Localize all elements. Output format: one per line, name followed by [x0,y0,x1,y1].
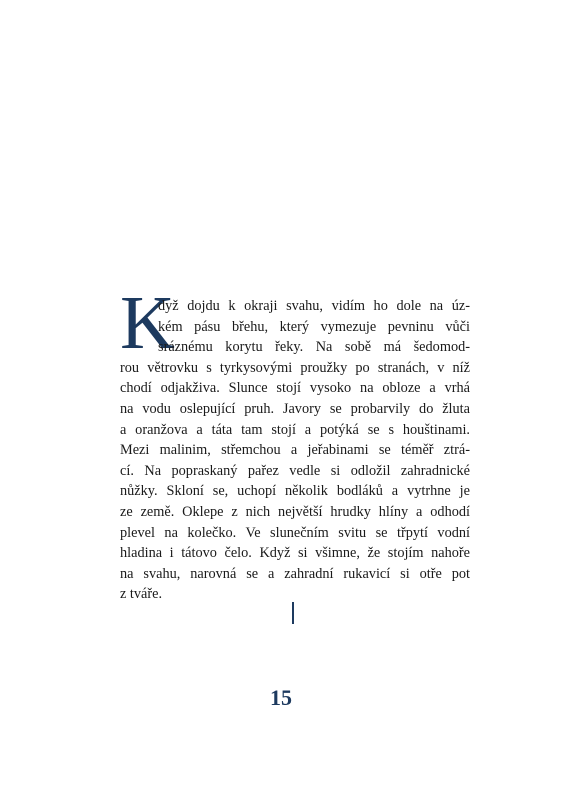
page-number: 15 [270,685,292,710]
section-divider [292,602,294,624]
paragraph-line: a oranžova a táta tam stojí a potýká se s houštinami. [120,421,470,438]
paragraph-line: plevel na kolečko. Ve slunečním svitu se třpytí vodní [120,524,470,541]
paragraph-line: na svahu, narovná se a zahradní rukavicí si otře pot [120,565,470,582]
paragraph-line: cí. Na popraskaný pařez vedle si odložil zahradnické [120,462,470,479]
paragraph-line: dyž dojdu k okraji svahu, vidím ho dole na úz- [158,298,470,314]
paragraph-line: na vodu oslepující pruh. Javory se probarvily do žluta [120,400,470,417]
paragraph-line: rou větrovku s tyrkysovými proužky po stranách, v níž [120,359,470,376]
paragraph-line: ze země. Oklepe z nich největší hrudky hlíny a odhodí [120,503,470,520]
paragraph-line: Mezi malinim, střemchou a jeřabinami se téměř ztrá- [120,442,470,459]
paragraph-line: sráznému korytu řeky. Na sobě má šedomod- [158,339,470,356]
paragraph-line: kém pásu břehu, který vymezuje pevninu vůči [158,318,470,335]
body-paragraph [120,296,470,605]
paragraph-line: chodí odjakživa. Slunce stojí vysoko na obloze a vrhá [120,380,470,397]
paragraph-line: nůžky. Skloní se, uchopí několik bodláků a vytrhne je [120,483,470,500]
drop-cap: K [120,281,175,365]
paragraph-line: z tváře. [120,586,163,603]
paragraph-line: hladina i tátovo čelo. Když si všimne, že stojím nahoře [120,545,470,562]
